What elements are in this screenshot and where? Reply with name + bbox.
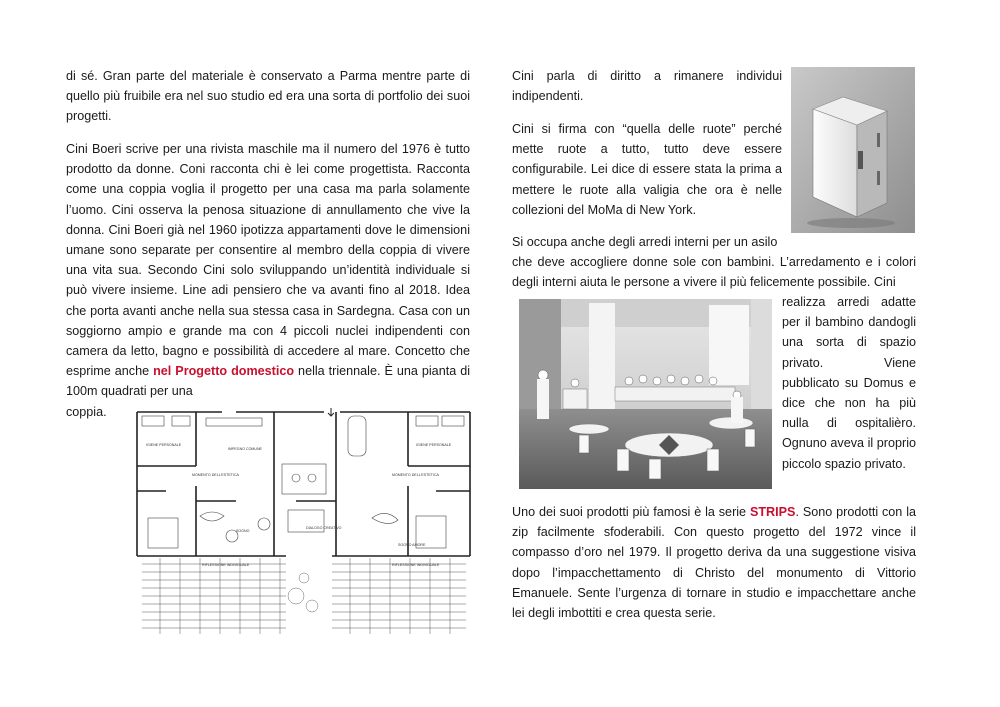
suitcase-photo <box>791 67 915 233</box>
kindergarten-photo <box>519 299 772 489</box>
paragraph-text: Cini Boeri scrive per una rivista maschile ma il numero del 1976 è tutto prodotto da donne. Coni racconta chi è lei come progettista. Racconta come una coppia voglia il progetto per una casa ma parla solamente l’uomo. Cini osserva la penosa situazione di annullamento che vive la donna. Cini Boeri già nel 1960 ipotizza appartamenti dove le dimensioni umane sono separate per consentire al membro della coppia di vivere una vita sua. Secondo Cini solo sviluppando un’identità individuale si può vivere insieme. Line adi pensiero che va avanti fino al 2018. Idea che porta avanti anche nella sua stessa casa in Sardegna. Casa con un soggiorno ampio e grande ma con 4 piccoli nuclei indipendenti con camera da letto, bagno e possibilità di accedere al mare. Concetto che esprime anche <box>66 142 470 379</box>
plan-label-igiene-right: IGIENE PERSONALE <box>416 443 452 447</box>
plan-label-sogno: SOGNO <box>236 529 250 533</box>
plan-label-riflessione-right: RIFLESSIONE INDIVIDUALE <box>392 563 440 567</box>
paragraph-individui <box>512 66 782 106</box>
plan-label-igiene-left: IGIENE PERSONALE <box>146 443 182 447</box>
paragraph-asilo-start-text: Si occupa anche degli arredi interni per un asilo <box>512 235 778 249</box>
paragraph-ruote-text: Cini si firma con “quella delle ruote” perché mette ruote a tutto, tutto deve essere configurabile. Lei dice di essere stata la prima a mettere le ruote alla valigia che ora è nelle collezioni del MoMa di New York. <box>512 122 782 217</box>
plan-label-sogno-amore: SOGNO AMORE <box>398 543 426 547</box>
paragraph-strips-after: . Sono prodotti con la zip facilmente sfoderabili. Con questo progetto del 1972 vince il compasso d’oro nel 1979. Il progetto deriva da una suggestione visiva dopo l’impacchettamento di Christo del monumento di Vittorio Emanuele. Sente l’urgenza di tornare in studio e impacchettare anche lei degli imbottiti e crea questa serie. <box>512 505 916 621</box>
paragraph-asilo-start <box>512 232 782 252</box>
highlight-progetto-domestico: nel Progetto domestico <box>153 364 295 379</box>
plan-label-impegno: IMPEGNO COMUNE <box>228 447 262 451</box>
highlight-strips: STRIPS <box>749 505 796 519</box>
plan-label-estetica-right: MOMENTO DELL'ESTETICA <box>392 473 439 477</box>
paragraph-tail: coppia. <box>66 404 107 419</box>
paragraph-asilo-continued-text: che deve accogliere donne sole con bambini. L’arredamento e i colori degli interni aiuta le persone a vivere il più felicemente possibile. Cini <box>512 255 916 290</box>
plan-label-riflessione-left: RIFLESSIONE INDIVIDUALE <box>202 563 250 567</box>
floor-plan-drawing <box>136 406 471 637</box>
plan-label-estetica-left: MOMENTO DELL'ESTETICA <box>192 473 239 477</box>
paragraph-arredi-text: realizza arredi adatte per il bambino dandogli una sorta di spazio privato. Viene pubblicato su Domus e dice che non ha più nulla di ospitalièro. Ognuno aveva il proprio piccolo spazio privato. <box>782 295 916 471</box>
paragraph-asilo-continued <box>512 252 916 292</box>
paragraph-individui-text: Cini parla di diritto a rimanere individui indipendenti. <box>512 69 782 104</box>
paragraph-text-after: nella triennale. È una pianta di 100m quadrati per una <box>66 364 470 399</box>
paragraph-arredi <box>782 292 916 474</box>
plan-label-dialogo: DIALOGO CREATIVO <box>306 526 342 530</box>
paragraph-intro <box>66 66 470 127</box>
paragraph-ruote <box>512 119 782 220</box>
paragraph-intro-text: di sé. Gran parte del materiale è conservato a Parma mentre parte di quello più fruibile era nel suo studio ed era una sorta di portfolio dei suoi progetti. <box>66 69 470 124</box>
paragraph-strips <box>512 502 916 623</box>
paragraph-strips-text: Uno dei suoi prodotti più famosi è la serie <box>512 505 750 519</box>
paragraph-cini-boeri <box>66 139 470 422</box>
